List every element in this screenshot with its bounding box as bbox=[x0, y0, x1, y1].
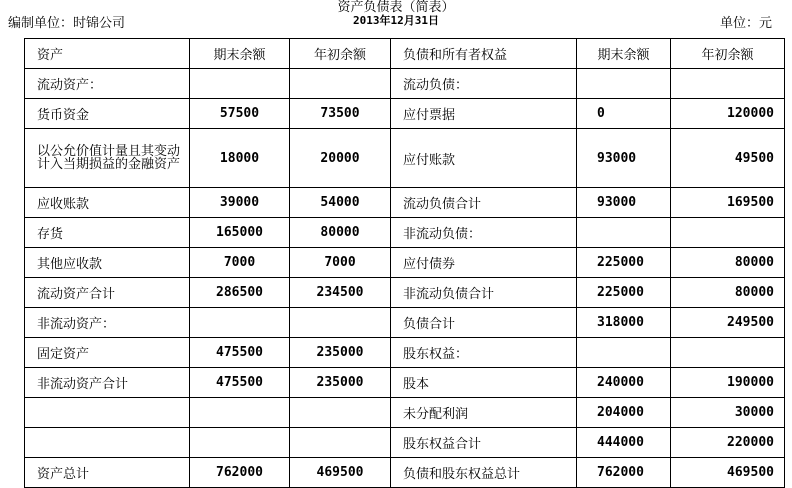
asset-end-value: 286500 bbox=[190, 278, 290, 308]
asset-begin-value bbox=[290, 69, 391, 99]
currency-unit: 单位：元 bbox=[719, 16, 772, 31]
asset-label: 应收账款 bbox=[25, 188, 190, 218]
asset-begin-value: 73500 bbox=[290, 99, 391, 129]
liability-begin-value: 249500 bbox=[671, 308, 785, 338]
asset-begin-value: 234500 bbox=[290, 278, 391, 308]
table-header-row bbox=[25, 39, 785, 69]
liability-label: 应付账款 bbox=[391, 129, 577, 188]
table-row bbox=[25, 368, 785, 398]
header-assets-begin: 年初余额 bbox=[290, 39, 391, 69]
liability-label: 应付债券 bbox=[391, 248, 577, 278]
header-liabilities: 负债和所有者权益 bbox=[391, 39, 577, 69]
asset-label: 资产总计 bbox=[25, 458, 190, 488]
asset-begin-value: 469500 bbox=[290, 458, 391, 488]
liability-begin-value: 120000 bbox=[671, 99, 785, 129]
liability-begin-value: 80000 bbox=[671, 278, 785, 308]
asset-begin-value: 20000 bbox=[290, 129, 391, 188]
asset-end-value bbox=[190, 69, 290, 99]
asset-label: 存货 bbox=[25, 218, 190, 248]
table-row bbox=[25, 338, 785, 368]
liability-begin-value: 469500 bbox=[671, 458, 785, 488]
asset-begin-value bbox=[290, 308, 391, 338]
liability-label: 未分配利润 bbox=[391, 398, 577, 428]
table-row bbox=[25, 308, 785, 338]
balance-sheet-table bbox=[24, 38, 785, 488]
asset-begin-value bbox=[290, 428, 391, 458]
liability-end-value: 93000 bbox=[577, 188, 671, 218]
table-row bbox=[25, 188, 785, 218]
header-assets: 资产 bbox=[25, 39, 190, 69]
report-title: 资产负债表（简表） bbox=[337, 0, 455, 15]
liability-label: 应付票据 bbox=[391, 99, 577, 129]
asset-end-value: 39000 bbox=[190, 188, 290, 218]
asset-label: 非流动资产合计 bbox=[25, 368, 190, 398]
asset-begin-value bbox=[290, 398, 391, 428]
liability-end-value: 93000 bbox=[577, 129, 671, 188]
liability-label: 非流动负债： bbox=[391, 218, 577, 248]
asset-begin-value: 235000 bbox=[290, 368, 391, 398]
liability-end-value bbox=[577, 338, 671, 368]
liability-end-value: 204000 bbox=[577, 398, 671, 428]
table-row bbox=[25, 428, 785, 458]
liability-begin-value: 49500 bbox=[671, 129, 785, 188]
asset-begin-value: 235000 bbox=[290, 338, 391, 368]
liability-begin-value: 220000 bbox=[671, 428, 785, 458]
header-assets-end: 期末余额 bbox=[190, 39, 290, 69]
liability-end-value: 225000 bbox=[577, 248, 671, 278]
liability-end-value: 225000 bbox=[577, 278, 671, 308]
liability-end-value: 762000 bbox=[577, 458, 671, 488]
asset-label: 固定资产 bbox=[25, 338, 190, 368]
liability-label: 负债合计 bbox=[391, 308, 577, 338]
report-date: 2013年12月31日 bbox=[353, 14, 439, 27]
liability-begin-value: 169500 bbox=[671, 188, 785, 218]
header-liab-end: 期末余额 bbox=[577, 39, 671, 69]
liability-label: 非流动负债合计 bbox=[391, 278, 577, 308]
table-row bbox=[25, 218, 785, 248]
table-total-row bbox=[25, 458, 785, 488]
table-row bbox=[25, 398, 785, 428]
liability-label: 流动负债： bbox=[391, 69, 577, 99]
liability-label: 流动负债合计 bbox=[391, 188, 577, 218]
liability-end-value: 318000 bbox=[577, 308, 671, 338]
liability-begin-value: 190000 bbox=[671, 368, 785, 398]
asset-begin-value: 80000 bbox=[290, 218, 391, 248]
liability-end-value: 444000 bbox=[577, 428, 671, 458]
asset-end-value: 18000 bbox=[190, 129, 290, 188]
liability-begin-value bbox=[671, 338, 785, 368]
liability-label: 股本 bbox=[391, 368, 577, 398]
table-row bbox=[25, 248, 785, 278]
asset-label: 其他应收款 bbox=[25, 248, 190, 278]
table-row bbox=[25, 99, 785, 129]
liability-begin-value bbox=[671, 218, 785, 248]
asset-label: 非流动资产： bbox=[25, 308, 190, 338]
asset-end-value: 165000 bbox=[190, 218, 290, 248]
liability-label: 负债和股东权益总计 bbox=[391, 458, 577, 488]
asset-end-value: 762000 bbox=[190, 458, 290, 488]
asset-end-value: 475500 bbox=[190, 338, 290, 368]
table-row bbox=[25, 69, 785, 99]
table-row bbox=[25, 129, 785, 188]
asset-end-value: 7000 bbox=[190, 248, 290, 278]
liability-begin-value: 80000 bbox=[671, 248, 785, 278]
liability-end-value bbox=[577, 69, 671, 99]
liability-end-value: 0 bbox=[577, 99, 671, 129]
liability-label: 股东权益： bbox=[391, 338, 577, 368]
asset-begin-value: 54000 bbox=[290, 188, 391, 218]
asset-end-value bbox=[190, 428, 290, 458]
asset-end-value bbox=[190, 398, 290, 428]
asset-label-text: 以公允价值计量且其变动计入当期损益的金融资产 bbox=[37, 144, 181, 172]
liability-label: 股东权益合计 bbox=[391, 428, 577, 458]
asset-begin-value: 7000 bbox=[290, 248, 391, 278]
asset-label: 流动资产合计 bbox=[25, 278, 190, 308]
asset-end-value: 475500 bbox=[190, 368, 290, 398]
asset-label: 流动资产： bbox=[25, 69, 190, 99]
liability-begin-value: 30000 bbox=[671, 398, 785, 428]
asset-label: 货币资金 bbox=[25, 99, 190, 129]
liability-end-value: 240000 bbox=[577, 368, 671, 398]
asset-end-value bbox=[190, 308, 290, 338]
asset-label bbox=[25, 129, 190, 188]
asset-end-value: 57500 bbox=[190, 99, 290, 129]
asset-label bbox=[25, 428, 190, 458]
asset-label bbox=[25, 398, 190, 428]
liability-end-value bbox=[577, 218, 671, 248]
table-row bbox=[25, 278, 785, 308]
liability-begin-value bbox=[671, 69, 785, 99]
header-liab-begin: 年初余额 bbox=[671, 39, 785, 69]
org-name: 编制单位：时锦公司 bbox=[8, 16, 126, 31]
